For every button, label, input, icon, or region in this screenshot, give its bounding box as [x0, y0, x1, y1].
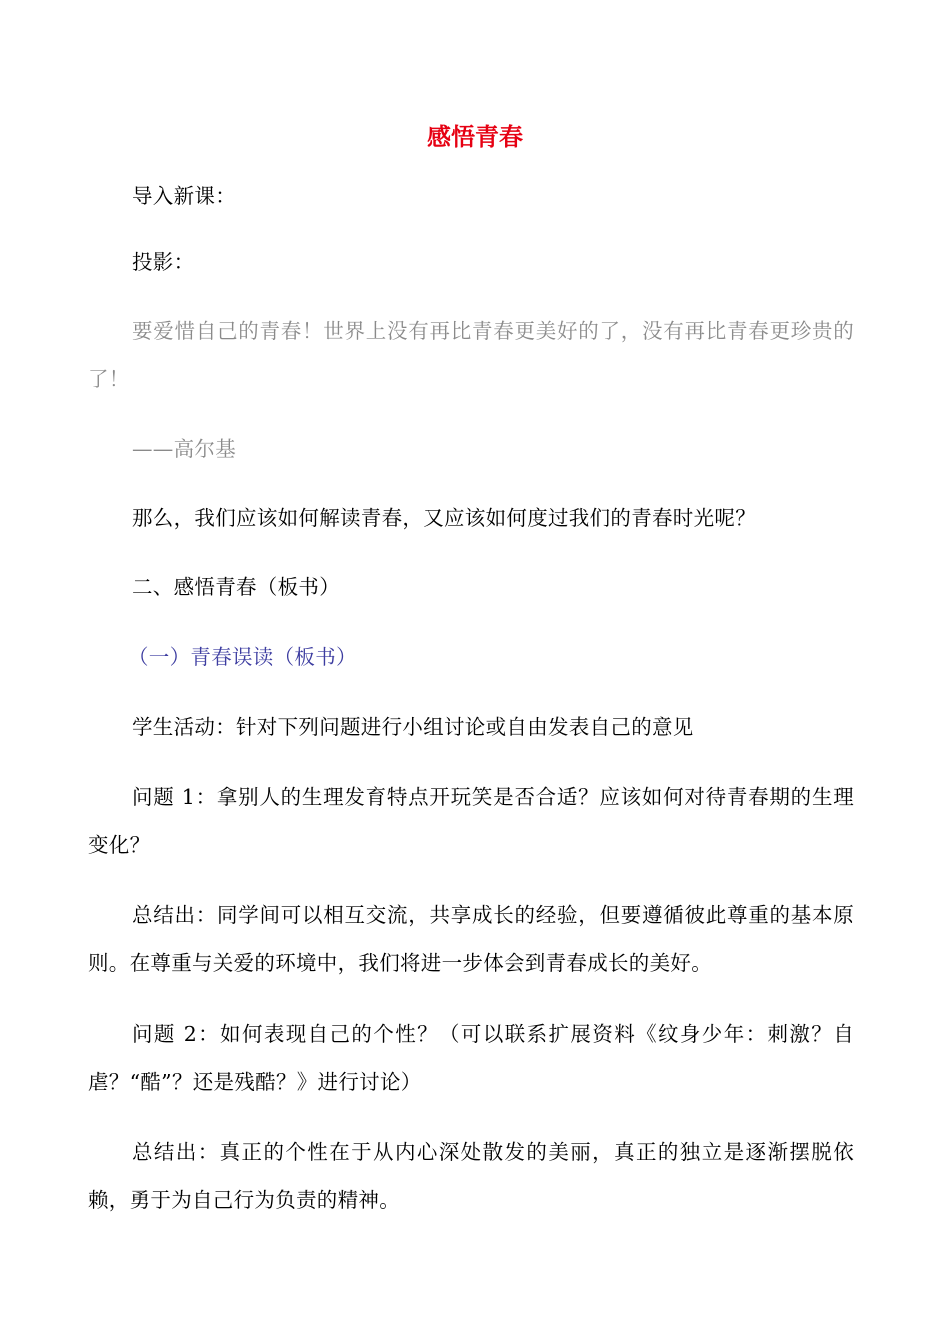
paragraph-problem-1: 问题 1：拿别人的生理发育特点开玩笑是否合适？应该如何对待青春期的生理变化？ — [88, 785, 854, 857]
paragraph-question: 那么，我们应该如何解读青春，又应该如何度过我们的青春时光呢？ — [132, 506, 756, 530]
paragraph-summary-1: 总结出：同学间可以相互交流，共享成长的经验，但要遵循彼此尊重的基本原则。在尊重与关爱的环境中，我们将进一步体会到青春成长的美好。 — [88, 903, 854, 975]
quote-text: 要爱惜自己的青春！世界上没有再比青春更美好的了，没有再比青春更珍贵的了！ — [88, 319, 854, 391]
subsection-heading: （一）青春误读（板书） — [128, 645, 357, 669]
paragraph-projection: 投影： — [132, 250, 195, 274]
quote-author: ——高尔基 — [132, 437, 236, 461]
section-heading: 二、感悟青春（板书） — [132, 575, 340, 599]
paragraph-intro: 导入新课： — [132, 184, 236, 208]
paragraph-activity: 学生活动：针对下列问题进行小组讨论或自由发表自己的意见 — [132, 715, 694, 739]
paragraph-problem-2: 问题 2：如何表现自己的个性？（可以联系扩展资料《纹身少年：刺激？自虐？“酷”？还是残酷？》进行讨论） — [88, 1022, 854, 1094]
paragraph-summary-2: 总结出：真正的个性在于从内心深处散发的美丽，真正的独立是逐渐摆脱依赖，勇于为自己行为负责的精神。 — [88, 1140, 854, 1212]
page-title: 感悟青春 — [427, 123, 523, 151]
